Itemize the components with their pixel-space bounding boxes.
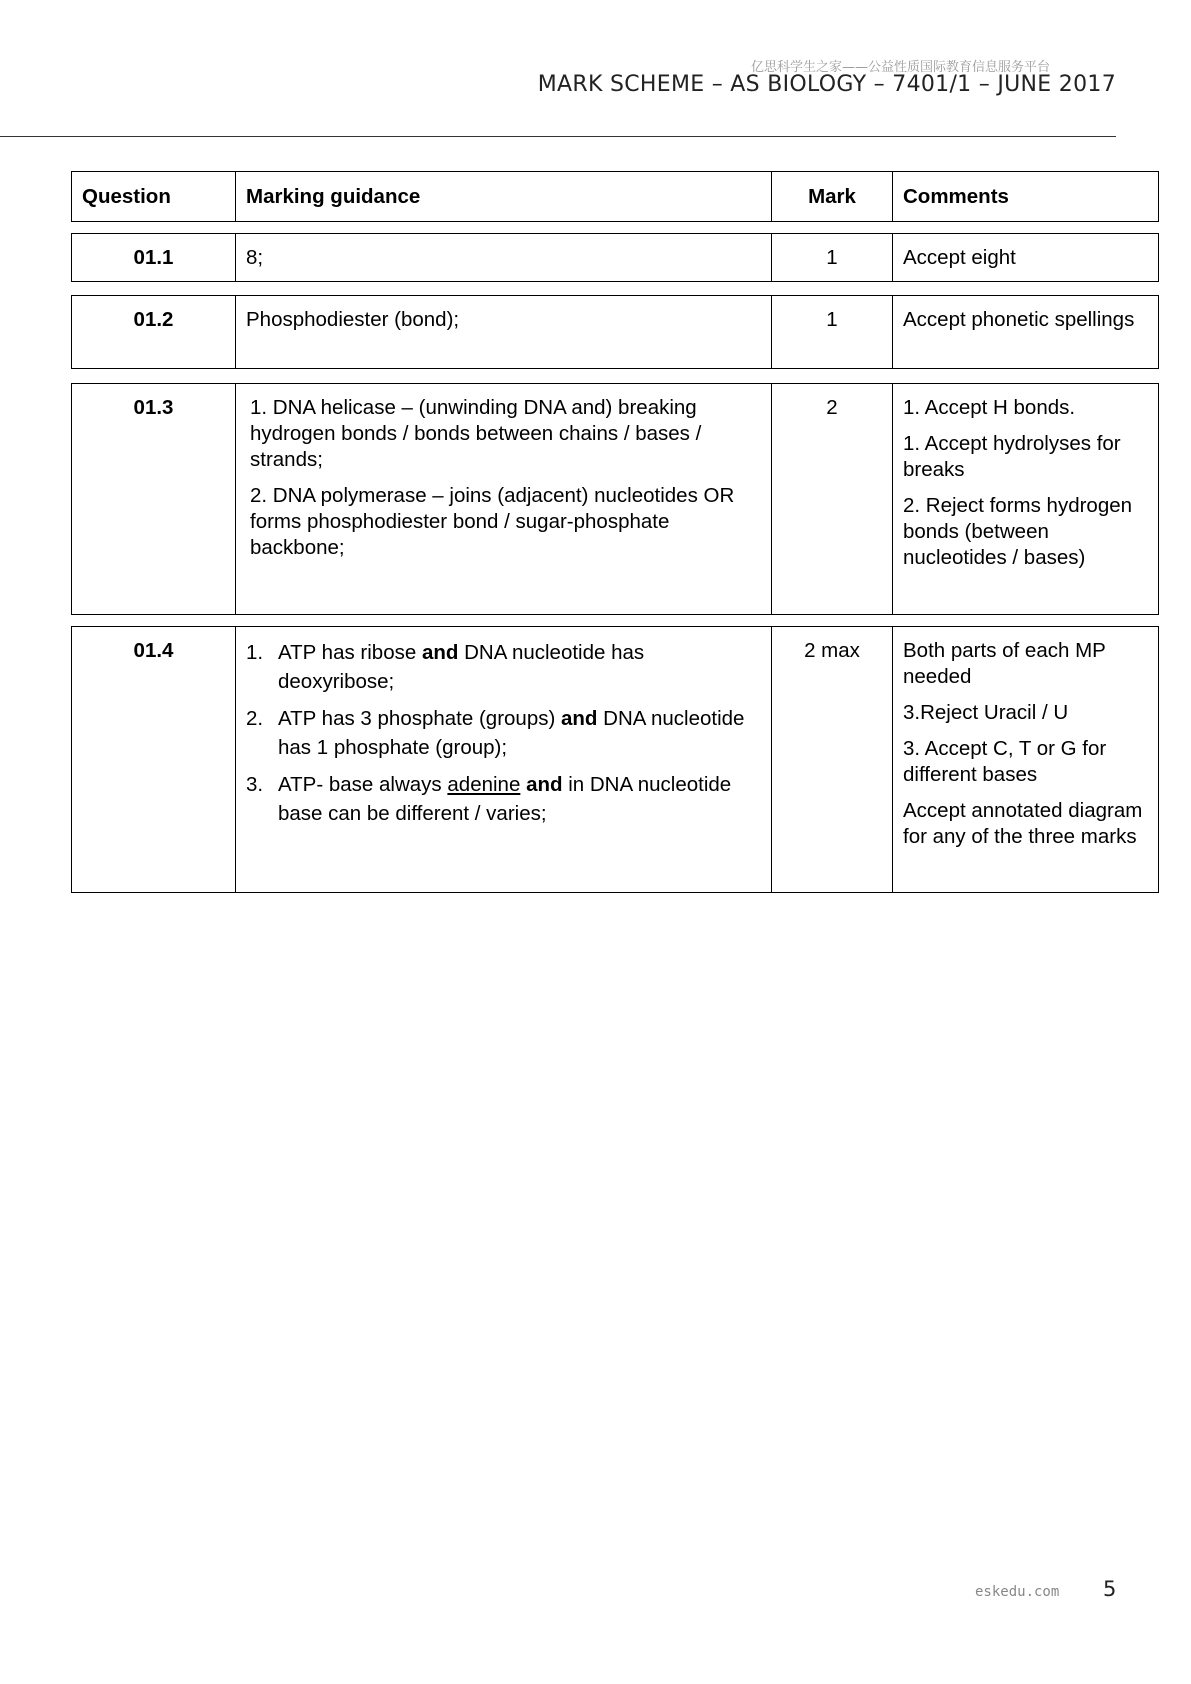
point-number: 2. bbox=[246, 707, 264, 730]
guidance-point-2: 2. DNA polymerase – joins (adjacent) nucleotides OR forms phosphodiester bond / sugar-phosphate backbone; bbox=[250, 484, 735, 559]
table-row bbox=[72, 234, 1159, 282]
question-row-01-2 bbox=[71, 295, 1159, 369]
question-number: 01.4 bbox=[72, 627, 236, 893]
point-text-end: DNA nucleotide has 1 phosphate (group); bbox=[278, 707, 745, 759]
question-row-01-4 bbox=[71, 626, 1159, 893]
header-question: Question bbox=[72, 172, 236, 222]
point-bold: and bbox=[526, 773, 563, 796]
comment: 1. Accept H bonds. bbox=[903, 396, 1076, 419]
point-bold: and bbox=[561, 707, 598, 730]
comment: Both parts of each MP needed bbox=[903, 639, 1106, 688]
question-row-01-3 bbox=[71, 383, 1159, 615]
list-item bbox=[246, 704, 761, 762]
footer-site-text: eskedu.com bbox=[975, 1584, 1060, 1600]
point-bold: and bbox=[421, 641, 459, 664]
point-text: ATP has ribose bbox=[278, 641, 422, 664]
page-header-title: MARK SCHEME – AS BIOLOGY – 7401/1 – JUNE 2017 bbox=[537, 72, 1116, 97]
question-number: 01.3 bbox=[72, 384, 236, 615]
comment: Accept eight bbox=[893, 234, 1159, 282]
question-number: 01.1 bbox=[72, 234, 236, 282]
header-divider bbox=[0, 136, 1116, 137]
point-text-end: DNA nucleotide has deoxyribose; bbox=[278, 641, 645, 693]
point-number: 1. bbox=[246, 641, 264, 664]
guidance-point-1: 1. DNA helicase – (unwinding DNA and) breaking hydrogen bonds / bonds between chains / bases / strands; bbox=[250, 396, 702, 471]
list-item bbox=[246, 770, 761, 828]
mark-value: 2 max bbox=[772, 627, 893, 893]
comment: Accept phonetic spellings bbox=[893, 296, 1159, 369]
marking-guidance: 8; bbox=[236, 234, 772, 282]
comment: 2. Reject forms hydrogen bonds (between nucleotides / bases) bbox=[903, 494, 1133, 569]
point-number: 3. bbox=[246, 773, 264, 796]
point-underline: adenine bbox=[447, 773, 521, 796]
question-row-01-1 bbox=[71, 233, 1159, 282]
comment: 3.Reject Uracil / U bbox=[903, 701, 1069, 724]
table-header-row bbox=[72, 172, 1159, 222]
point-text: ATP has 3 phosphate (groups) bbox=[278, 707, 561, 730]
table-row bbox=[72, 296, 1159, 369]
header-mark: Mark bbox=[772, 172, 893, 222]
mark-value: 1 bbox=[772, 234, 893, 282]
marking-guidance bbox=[236, 627, 772, 893]
table-header bbox=[71, 171, 1159, 222]
marking-guidance bbox=[236, 384, 772, 615]
list-item bbox=[246, 638, 761, 696]
comments-cell bbox=[893, 384, 1159, 615]
comment: 3. Accept C, T or G for different bases bbox=[903, 737, 1107, 786]
comment: Accept annotated diagram for any of the three marks bbox=[903, 799, 1143, 848]
point-text: ATP- base always bbox=[278, 773, 448, 796]
marking-guidance: Phosphodiester (bond); bbox=[236, 296, 772, 369]
guidance-list bbox=[246, 638, 761, 828]
header-guidance: Marking guidance bbox=[236, 172, 772, 222]
watermark-text: 亿思科学生之家——公益性质国际教育信息服务平台 bbox=[750, 60, 1050, 75]
header-comments: Comments bbox=[893, 172, 1159, 222]
table-row bbox=[72, 627, 1159, 893]
page-number: 5 bbox=[1103, 1577, 1117, 1601]
mark-value: 2 bbox=[772, 384, 893, 615]
question-number: 01.2 bbox=[72, 296, 236, 369]
mark-value: 1 bbox=[772, 296, 893, 369]
point-text-end: in DNA nucleotide base can be different / varies; bbox=[278, 773, 732, 825]
comments-cell bbox=[893, 627, 1159, 893]
comment: 1. Accept hydrolyses for breaks bbox=[903, 432, 1121, 481]
table-row bbox=[72, 384, 1159, 615]
